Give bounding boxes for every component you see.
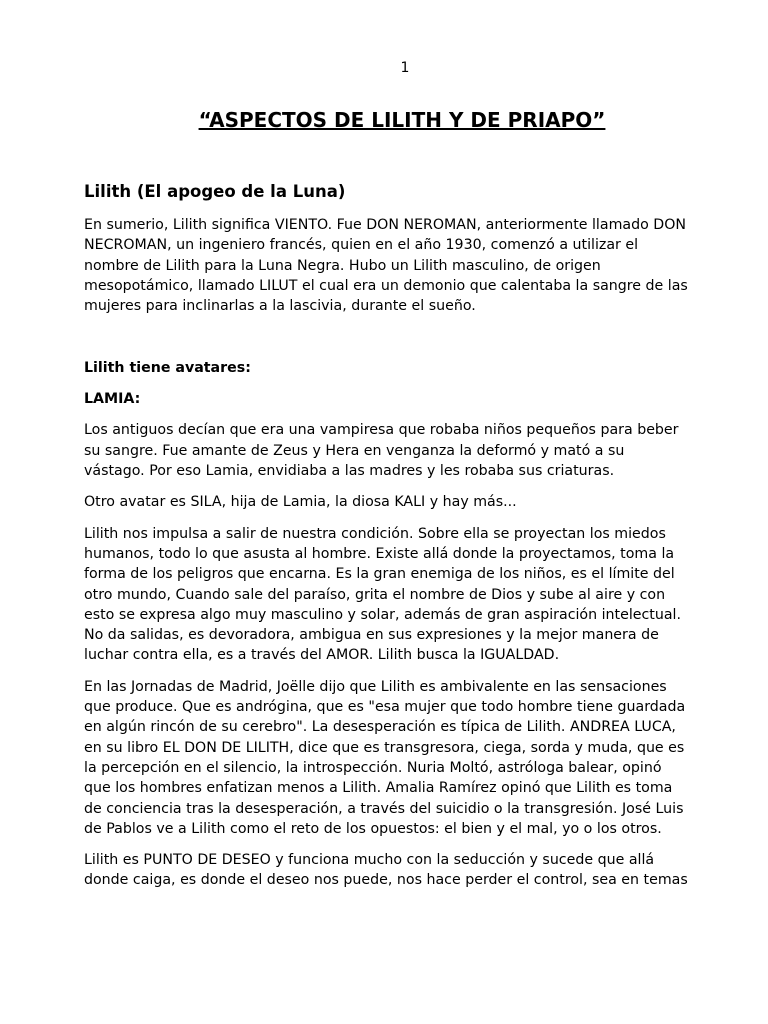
text-line: En sumerio, Lilith significa VIENTO. Fue DON NEROMAN, anteriormente llamado DON [84,217,686,233]
text-line: de Pablos ve a Lilith como el reto de los opuestos: el bien y el mal, yo o los otros. [84,820,662,837]
text-line: Otro avatar es SILA, hija de Lamia, la diosa KALI y hay más... [84,494,517,511]
page-number: 1 [400,60,410,76]
paragraph-sila [84,492,706,512]
paragraph-punto-de-deseo [84,850,706,891]
text-line: de conciencia tras la desesperación, a través del suicidio o la transgresión. José Luis [84,800,684,817]
text-line: NECROMAN, un ingeniero francés, quien en el año 1930, comenzó a utilizar el [84,237,639,254]
paragraph-jornadas-madrid [84,677,706,839]
text-line: que los hombres enfatizan menos a Lilith. Amalia Ramírez opinó que Lilith es toma [84,780,673,797]
text-line: humanos, todo lo que asusta al hombre. Existe allá donde la proyectamos, toma la [84,545,675,562]
text-line: Lilith es PUNTO DE DESEO y funciona mucho con la seducción y sucede que allá [84,852,655,869]
paragraph-lilith-impulse [84,524,706,666]
text-line: luchar contra ella, es a través del AMOR. Lilith busca la IGUALDAD. [84,647,560,664]
avatars-heading: Lilith tiene avatares: [84,360,251,377]
lamia-heading: LAMIA: [84,391,141,408]
text-line: forma de los peligros que encarna. Es la gran enemiga de los niños, es el límite del [84,566,675,583]
text-line: su sangre. Fue amante de Zeus y Hera en venganza la deformó y mató a su [84,442,625,459]
text-line: vástago. Por eso Lamia, envidiaba a las madres y les robaba sus criaturas. [84,463,615,480]
text-line: en algún rincón de su cerebro". La desesperación es típica de Lilith. ANDREA LUCA, [84,719,676,736]
text-line: Lilith nos impulsa a salir de nuestra condición. Sobre ella se proyectan los miedos [84,525,666,542]
text-line: esto se expresa algo muy masculino y solar, además de gran aspiración intelectual. [84,606,682,623]
text-line: Los antiguos decían que era una vampiresa que robaba niños pequeños para beber [84,422,679,439]
text-line: donde caiga, es donde el deseo nos puede, nos hace perder el control, sea en temas [84,872,688,889]
spacer [84,327,706,358]
paragraph-lamia [84,420,706,481]
text-line: la percepción en el silencio, la introspección. Nuria Moltó, astróloga balear, opinó [84,759,662,776]
document-title: “ASPECTOS DE LILITH Y DE PRIAPO” [198,108,606,132]
text-line: otro mundo, Cuando sale del paraíso, grita el nombre de Dios y sube al aire y con [84,586,666,603]
text-line: mesopotámico, llamado LILUT el cual era un demonio que calentaba la sangre de las [84,277,688,294]
text-line: nombre de Lilith para la Luna Negra. Hubo un Lilith masculino, de origen [84,257,601,274]
text-line: mujeres para inclinarlas a la lascivia, durante el sueño. [84,298,476,315]
section-heading: Lilith (El apogeo de la Luna) [84,182,346,201]
text-line: En las Jornadas de Madrid, Joëlle dijo que Lilith es ambivalente en las sensaciones [84,678,667,695]
text-line: No da salidas, es devoradora, ambigua en sus expresiones y la mejor manera de [84,627,659,644]
paragraph-sumerian-origin [84,215,706,316]
text-line: en su libro EL DON DE LILITH, dice que es transgresora, ciega, sorda y muda, que es [84,739,685,756]
text-line: que produce. Que es andrógina, que es "esa mujer que todo hombre tiene guardada [84,699,686,716]
